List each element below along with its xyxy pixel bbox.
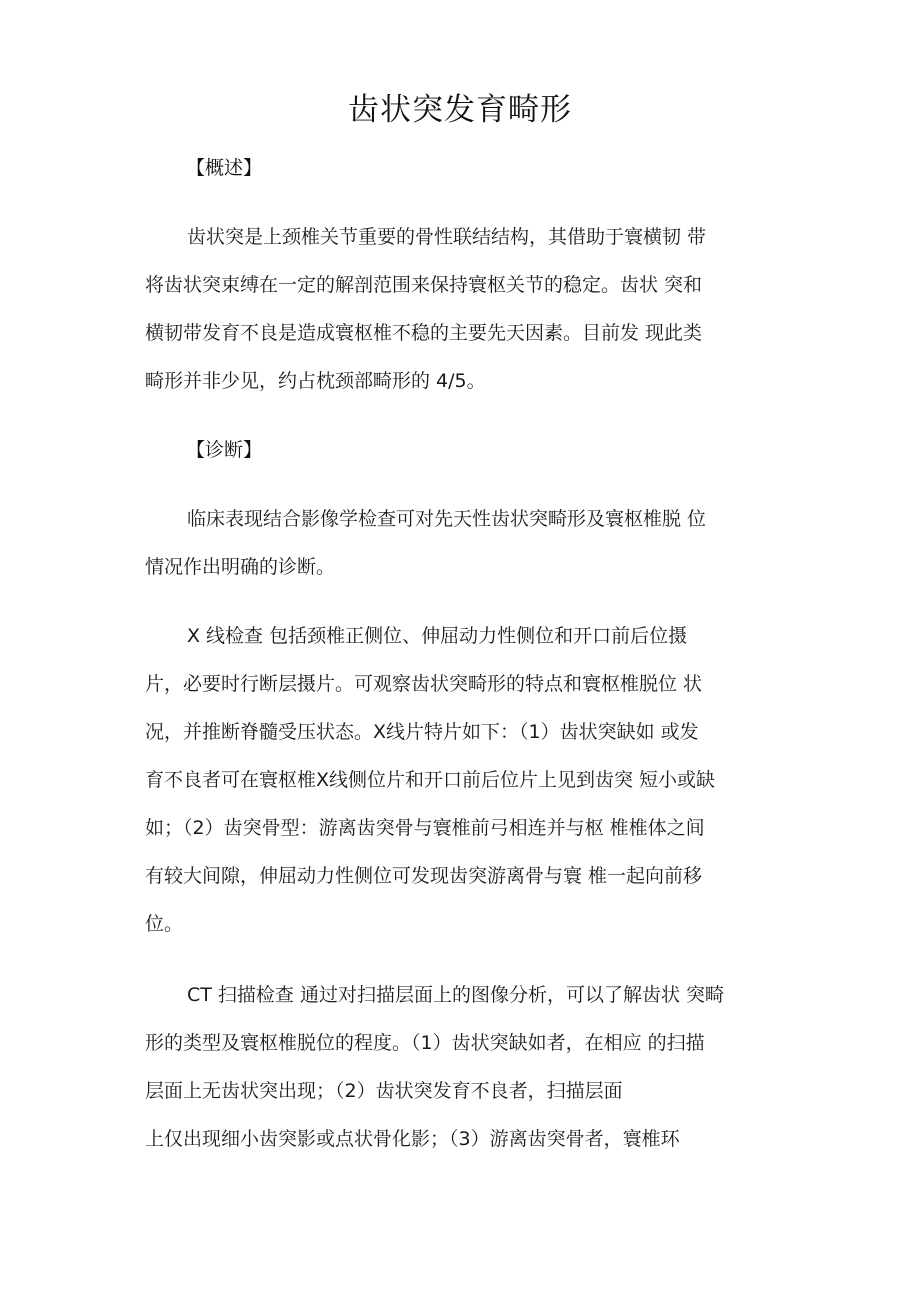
text-line: 上仅出现细小齿突影或点状骨化影；（3）游离齿突骨者，寰椎环: [145, 1128, 680, 1150]
text-line: 如；（2）齿突骨型：游离齿突骨与寰椎前弓相连并与枢 椎椎体之间: [145, 817, 705, 839]
text-line: 情况作出明确的诊断。: [145, 556, 336, 578]
text-line: CT 扫描检查 通过对扫描层面上的图像分析，可以了解齿状 突畸: [187, 984, 724, 1006]
text-line: 片，必要时行断层摄片。可观察齿状突畸形的特点和寰枢椎脱位 状: [145, 673, 703, 695]
paragraph-xray: [145, 612, 785, 948]
text-line: 有较大间隙，伸屈动力性侧位可发现齿突游离骨与寰 椎一起向前移: [145, 865, 703, 887]
text-line: 临床表现结合影像学检查可对先天性齿状突畸形及寰枢椎脱 位: [187, 508, 707, 530]
text-line: 齿状突是上颈椎关节重要的骨性联结结构，其借助于寰横韧 带: [187, 226, 707, 248]
section-heading-overview: 【概述】: [186, 157, 263, 179]
text-line: 位。: [145, 913, 184, 935]
text-line: 畸形并非少见，约占枕颈部畸形的 4/5。: [145, 370, 486, 392]
text-line: 育不良者可在寰枢椎X线侧位片和开口前后位片上见到齿突 短小或缺: [145, 769, 716, 791]
paragraph-diagnosis-intro: [145, 495, 785, 591]
section-heading-diagnosis: 【诊断】: [186, 439, 263, 461]
document-title: 齿状突发育畸形: [348, 92, 572, 128]
text-line: 将齿状突束缚在一定的解剖范围来保持寰枢关节的稳定。齿状 突和: [145, 274, 703, 296]
text-line: 形的类型及寰枢椎脱位的程度。（1）齿状突缺如者，在相应 的扫描: [145, 1032, 705, 1054]
text-line: X 线检查 包括颈椎正侧位、伸屈动力性侧位和开口前后位摄: [187, 625, 688, 647]
text-line: 横韧带发育不良是造成寰枢椎不稳的主要先天因素。目前发 现此类: [145, 322, 703, 344]
text-line: 况，并推断脊髓受压状态。X线片特片如下：（1）齿状突缺如 或发: [145, 721, 699, 743]
paragraph-ct: [145, 971, 785, 1163]
text-line: 层面上无齿状突出现；（2）齿状突发育不良者，扫描层面: [145, 1080, 623, 1102]
paragraph-overview: [145, 213, 785, 405]
